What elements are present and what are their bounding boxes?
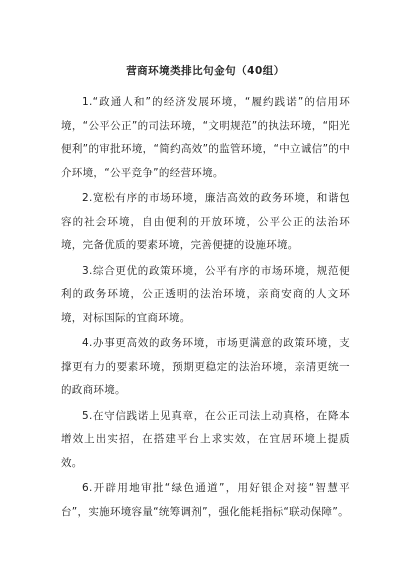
paragraph-1: 1.“政通人和”的经济发展环境，“履约践诺”的信用环境，“公平公正”的司法环境，“文明规范”的执法环境，“阳光便利”的审批环境，“简约高效”的监管环境，“中立诚信”的中介环境，“公平竞争”的经营环境。	[61, 96, 350, 179]
document-title: 营商环境类排比句金句（40组）	[126, 65, 285, 77]
paragraph-3: 3.综合更优的政策环境，公平有序的市场环境，规范便利的政务环境，公正透明的法治环境，亲商安商的人文环境，对标国际的宜商环境。	[61, 264, 350, 324]
paragraph-2: 2.宽松有序的市场环境，廉洁高效的政务环境，和谐包容的社会环境，自由便利的开放环境，公平公正的法治环境，完备优质的要素环境，完善便捷的设施环境。	[61, 192, 350, 251]
paragraph-4: 4.办事更高效的政务环境，市场更满意的政策环境，支撑更有力的要素环境，预期更稳定的法治环境，亲清更统一的政商环境。	[61, 337, 350, 396]
paragraph-5: 5.在守信践诺上见真章，在公正司法上动真格，在降本增效上出实招，在搭建平台上求实效，在宜居环境上提质效。	[61, 409, 350, 469]
paragraph-6: 6.开辟用地审批“绿色通道”，用好银企对接“智慧平台”，实施环境容量“统筹调剂”，强化能耗指标“联动保障”。	[61, 482, 350, 518]
